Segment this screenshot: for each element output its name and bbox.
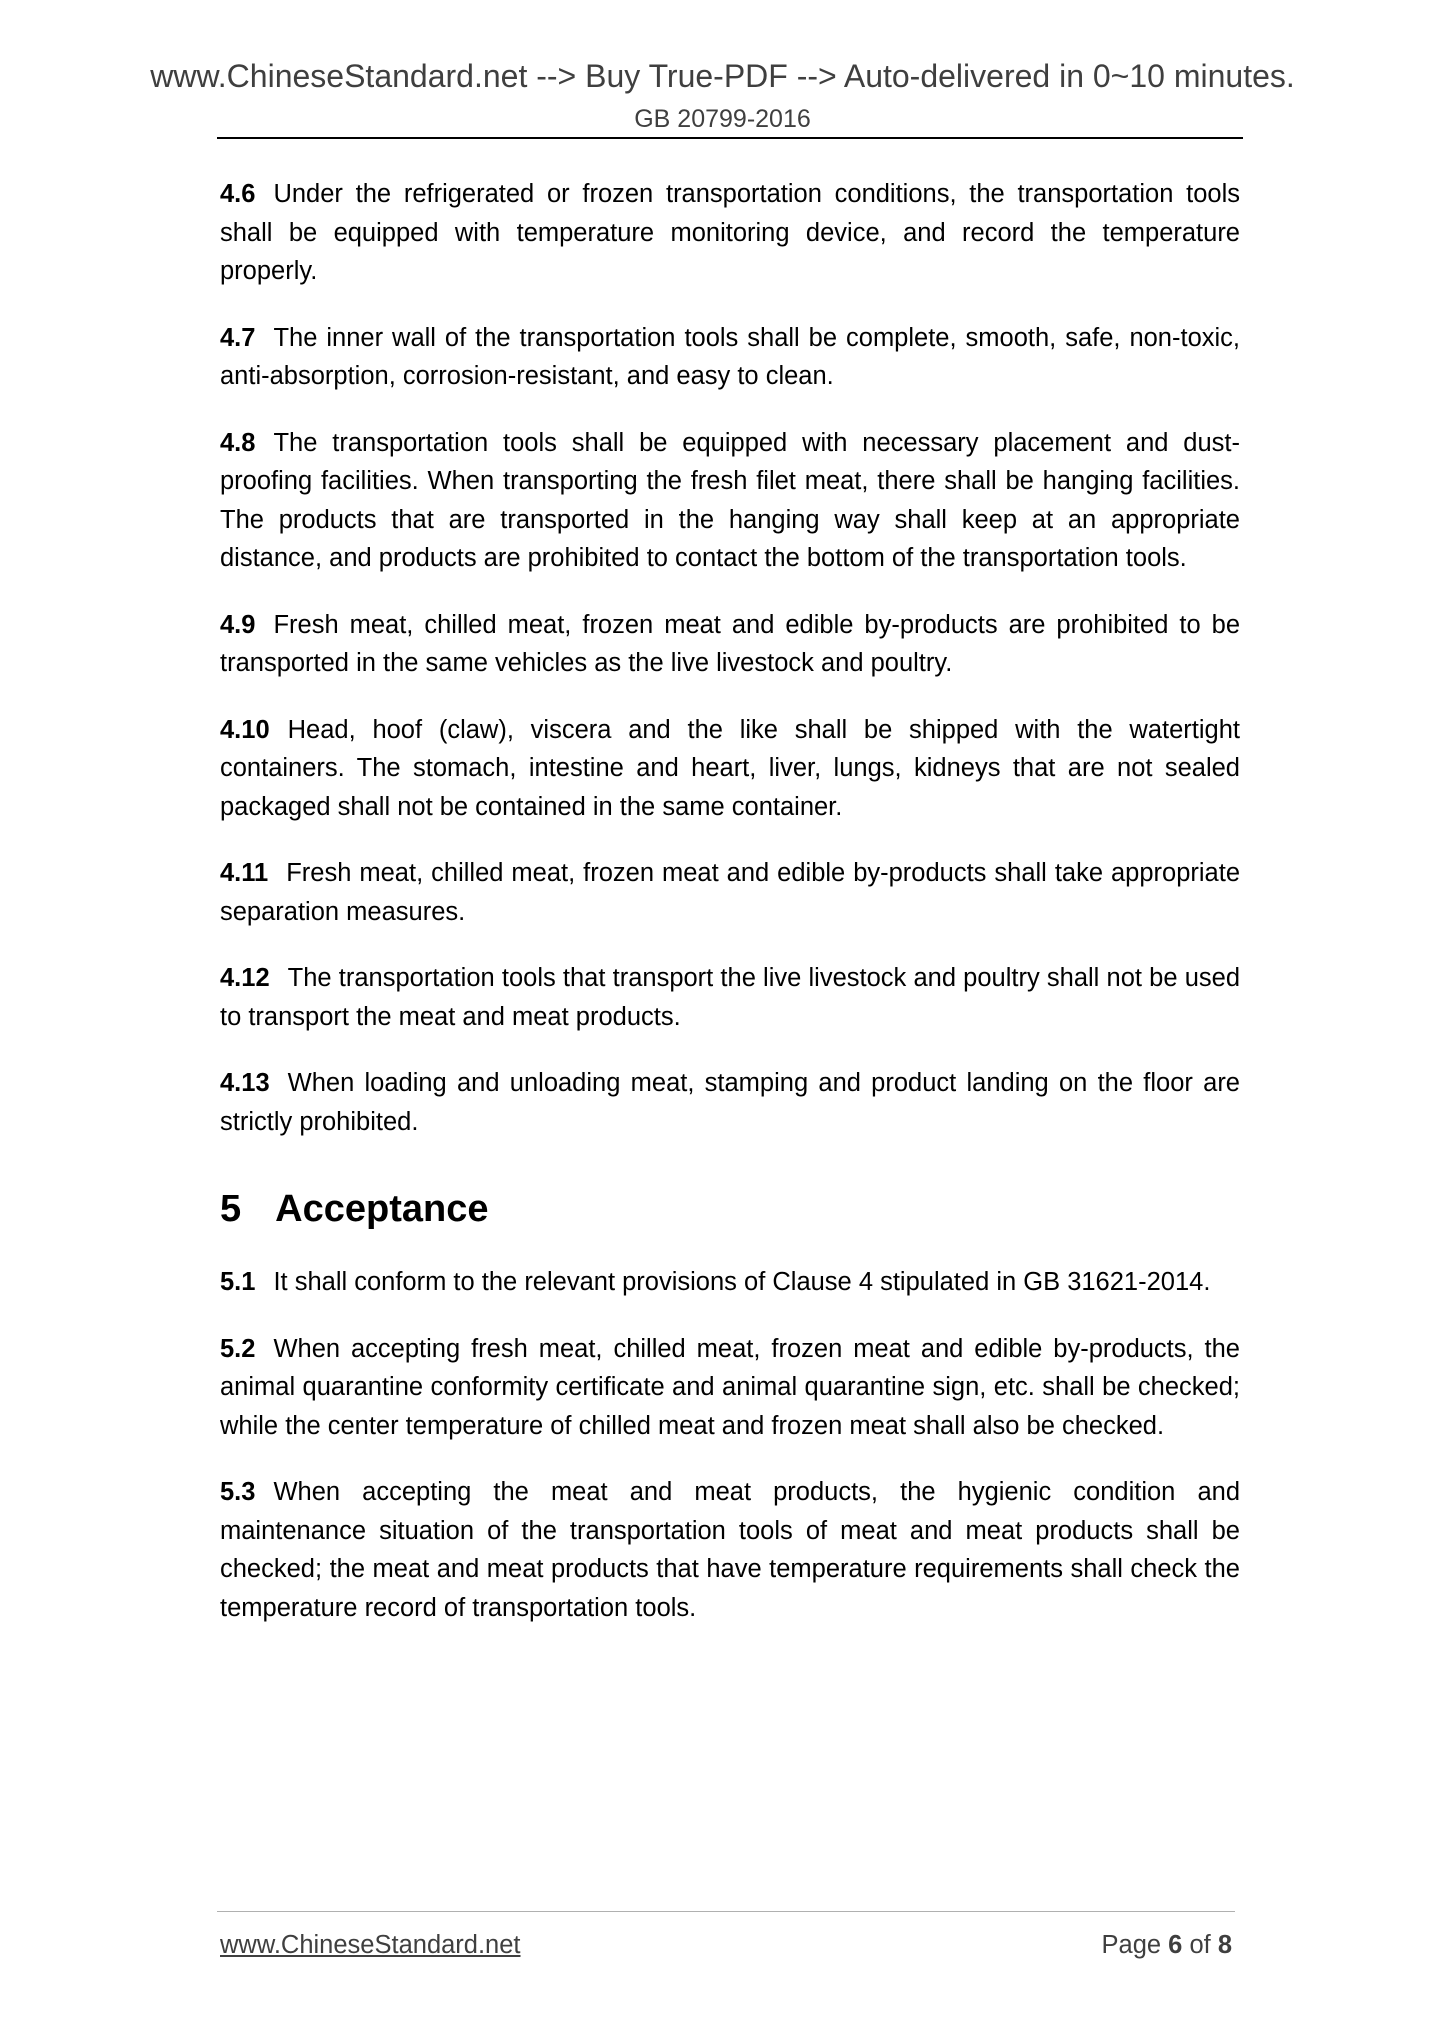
clause-4-8 — [220, 424, 1240, 578]
section-title: Acceptance — [275, 1188, 489, 1230]
clause-4-7 — [220, 319, 1240, 396]
clause-text: It shall conform to the relevant provisions of Clause 4 stipulated in GB 31621-2014. — [273, 1268, 1211, 1296]
clause-number: 4.6 — [220, 180, 256, 208]
clause-number: 4.13 — [220, 1069, 270, 1097]
clause-text: The inner wall of the transportation tools shall be complete, smooth, safe, non-toxic, anti-absorption, corrosion-resistant, and easy to clean. — [220, 323, 1240, 390]
page-word: Page — [1101, 1931, 1162, 1959]
section-number: 5 — [220, 1188, 242, 1230]
clause-4-6 — [220, 175, 1240, 291]
clause-4-12 — [220, 959, 1240, 1036]
clause-text: The transportation tools shall be equipped with necessary placement and dust-proofing facilities. When transporting the fresh filet meat, there shall be hanging facilities. The products that are transported in the hanging way shall keep at an appropriate distance, and products are prohibited to contact the bottom of the transportation tools. — [220, 428, 1240, 572]
clause-text: Fresh meat, chilled meat, frozen meat and edible by-products are prohibited to be transported in the same vehicles as the live livestock and poultry. — [220, 610, 1240, 677]
header-divider — [217, 137, 1243, 139]
section-heading-acceptance — [220, 1185, 1240, 1233]
clause-number: 4.11 — [220, 859, 269, 887]
page-current: 6 — [1168, 1931, 1183, 1959]
clause-text: The transportation tools that transport the live livestock and poultry shall not be used to transport the meat and meat products. — [220, 964, 1240, 1031]
clause-text: When accepting fresh meat, chilled meat, frozen meat and edible by-products, the animal quarantine conformity certificate and animal quarantine sign, etc. shall be checked; while the center temperature of chilled meat and frozen meat shall also be checked. — [220, 1334, 1240, 1440]
clause-4-10 — [220, 711, 1240, 827]
clause-text: Head, hoof (claw), viscera and the like shall be shipped with the watertight containers. The stomach, intestine and heart, liver, lungs, kidneys that are not sealed packaged shall not be contained in the same container. — [220, 715, 1240, 821]
document-body — [220, 175, 1240, 1655]
clause-number: 4.12 — [220, 964, 270, 992]
header-banner: www.ChineseStandard.net --> Buy True-PDF --> Auto-delivered in 0~10 minutes. — [150, 58, 1295, 94]
standard-number: GB 20799-2016 — [634, 105, 811, 133]
clause-number: 4.7 — [220, 323, 256, 352]
footer-divider — [217, 1911, 1235, 1912]
page-indicator — [1102, 1929, 1233, 1961]
clause-4-13 — [220, 1064, 1240, 1141]
clause-number: 5.1 — [220, 1268, 256, 1296]
clause-5-1 — [220, 1263, 1240, 1302]
clause-4-11 — [220, 854, 1240, 931]
clause-text: Fresh meat, chilled meat, frozen meat and edible by-products shall take appropriate separation measures. — [220, 859, 1240, 926]
footer-site-link[interactable]: www.ChineseStandard.net — [220, 1931, 521, 1959]
clause-number: 4.8 — [220, 428, 256, 457]
clause-number: 4.10 — [220, 715, 270, 744]
clause-text: When accepting the meat and meat products, the hygienic condition and maintenance situation of the transportation tools of meat and meat products shall be checked; the meat and meat products that have temperature requirements shall check the temperature record of transportation tools. — [220, 1478, 1240, 1622]
clause-text: When loading and unloading meat, stamping and product landing on the floor are strictly prohibited. — [220, 1069, 1240, 1136]
clause-5-2 — [220, 1330, 1240, 1446]
clause-number: 5.2 — [220, 1334, 256, 1363]
clause-text: Under the refrigerated or frozen transportation conditions, the transportation tools shall be equipped with temperature monitoring device, and record the temperature properly. — [220, 180, 1240, 285]
clause-5-3 — [220, 1473, 1240, 1627]
clause-number: 5.3 — [220, 1478, 256, 1506]
page-of: of — [1189, 1931, 1211, 1959]
clause-4-9 — [220, 606, 1240, 683]
page-total: 8 — [1217, 1931, 1232, 1959]
clause-number: 4.9 — [220, 610, 256, 639]
